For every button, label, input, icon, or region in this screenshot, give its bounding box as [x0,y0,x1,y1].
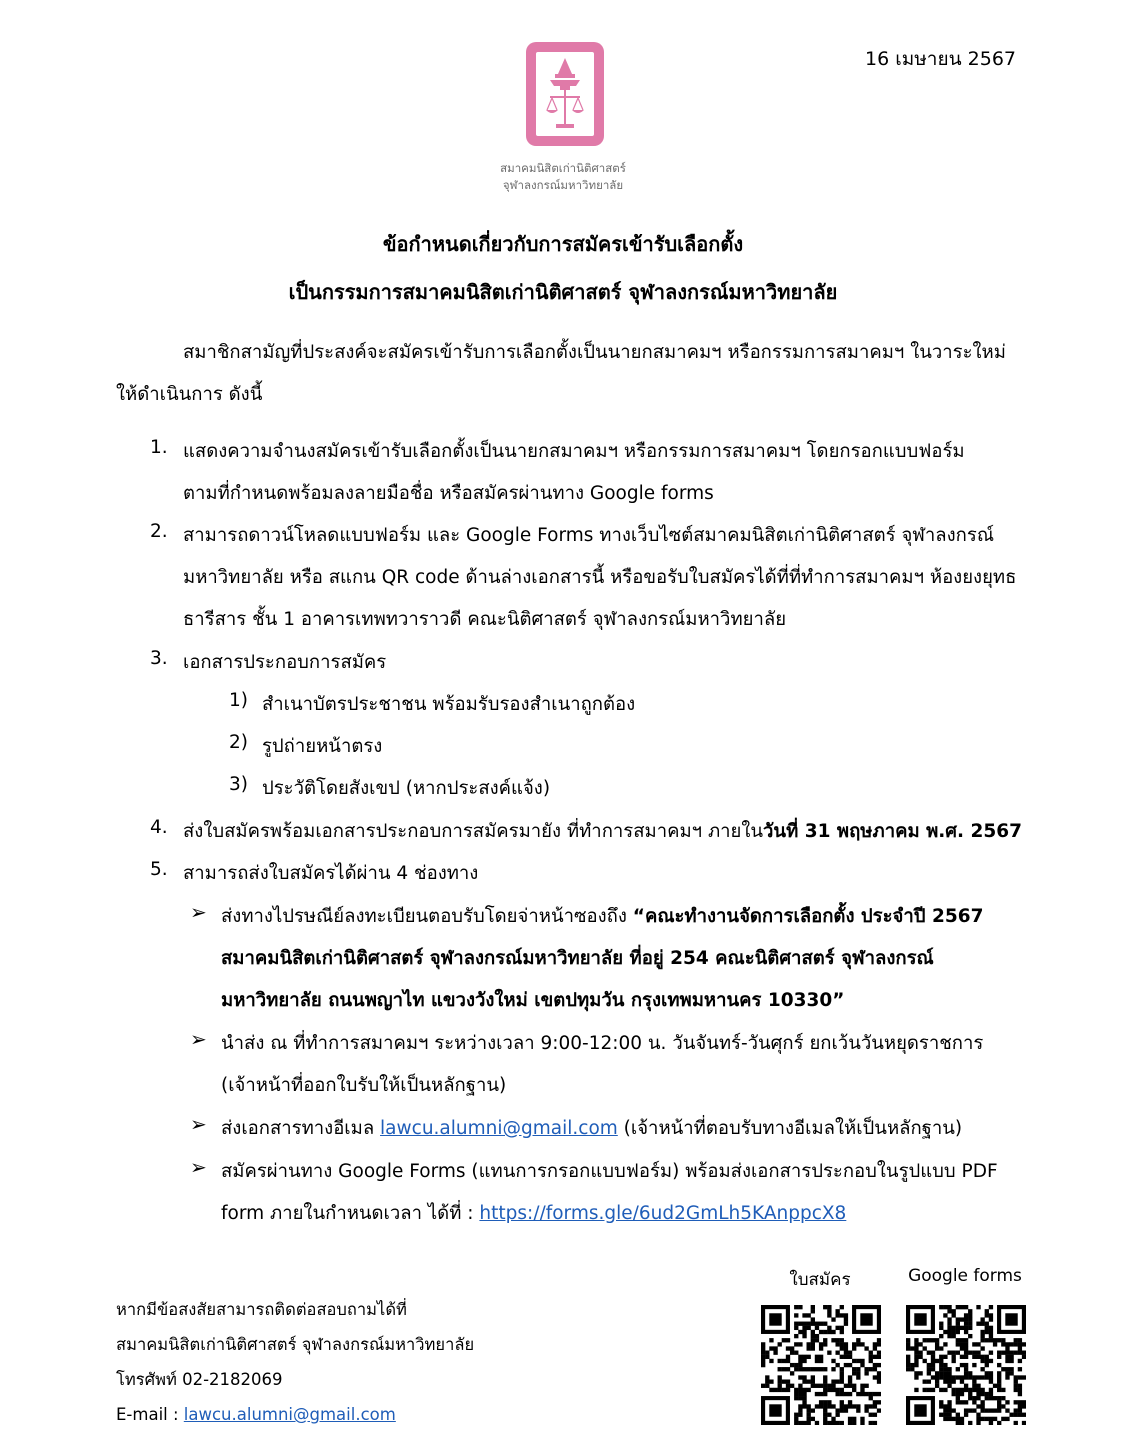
document-title-line1: ข้อกำหนดเกี่ยวกับการสมัครเข้ารับเลือกตั้ง [382,232,744,256]
qr-label-application-form: ใบสมัคร [789,1270,851,1290]
subitem-number-3: 3) [229,774,248,795]
channel1-line1 [221,902,983,931]
item-number-5: 5. [150,859,168,880]
channel4-line2 [221,1199,846,1228]
footer-email-link[interactable]: lawcu.alumni@gmail.com [183,1405,396,1424]
footer-email [116,1397,396,1432]
channel1-intro: ส่งทางไปรษณีย์ลงทะเบียนตอบรับโดยจ่าหน้าซองถึง [221,906,633,927]
channel2-line2: (เจ้าหน้าที่ออกใบรับให้เป็นหลักฐาน) [221,1075,507,1096]
footer-phone: โทรศัพท์ 02-2182069 [116,1370,283,1389]
item4-text [183,817,1022,846]
google-forms-link[interactable]: https://forms.gle/6ud2GmLh5KAnppcX8 [479,1203,847,1224]
item4-text-main: ส่งใบสมัครพร้อมเอกสารประกอบการสมัครมายัง ที่ทำการสมาคมฯ ภายใน [183,821,764,842]
item2-line3: ธารีสาร ชั้น 1 อาคารเทพทวาราวดี คณะนิติศาสตร์ จุฬาลงกรณ์มหาวิทยาลัย [183,609,787,630]
item3-text: เอกสารประกอบการสมัคร [183,652,387,673]
association-name-line1: สมาคมนิสิตเก่านิติศาสตร์ [500,161,626,175]
subitem-number-2: 2) [229,732,248,753]
item1-line1: แสดงความจำนงสมัครเข้ารับเลือกตั้งเป็นนายกสมาคมฯ หรือกรรมการสมาคมฯ โดยกรอกแบบฟอร์ม [183,441,965,462]
item2-line2: มหาวิทยาลัย หรือ สแกน QR code ด้านล่างเอกสารนี้ หรือขอรับใบสมัครได้ที่ที่ทำการสมาคมฯ ห้องยงยุทธ [183,567,1017,588]
arrow-bullet-icon: ➢ [190,900,207,924]
item-number-4: 4. [150,817,168,838]
item-number-1: 1. [150,437,168,458]
subitem-3: ประวัติโดยสังเขป (หากประสงค์แจ้ง) [262,778,551,799]
channel1-address-start: “คณะทำงานจัดการเลือกตั้ง ประจำปี 2567 [632,906,984,927]
qr-code-google-forms[interactable] [906,1305,1026,1425]
item5-text: สามารถส่งใบสมัครได้ผ่าน 4 ช่องทาง [183,863,479,884]
channel1-line3: มหาวิทยาลัย ถนนพญาไท แขวงวังใหม่ เขตปทุมวัน กรุงเทพมหานคร 10330” [221,990,845,1011]
subitem-2: รูปถ่ายหน้าตรง [262,736,383,757]
channel2-line1: นำส่ง ณ ที่ทำการสมาคมฯ ระหว่างเวลา 9:00-12:00 น. วันจันทร์-วันศุกร์ ยกเว้นวันหยุดราชการ [221,1033,984,1054]
association-logo [524,40,606,148]
document-title-line2: เป็นกรรมการสมาคมนิสิตเก่านิติศาสตร์ จุฬาลงกรณ์มหาวิทยาลัย [288,280,838,304]
email-link[interactable]: lawcu.alumni@gmail.com [380,1118,618,1139]
channel4-intro: form ภายในกำหนดเวลา ได้ที่ : [221,1203,480,1224]
item2-line1: สามารถดาวน์โหลดแบบฟอร์ม และ Google Forms ทางเว็บไซต์สมาคมนิสิตเก่านิติศาสตร์ จุฬาลงกรณ์ [183,525,994,546]
qr-code-application-form[interactable] [761,1305,881,1425]
arrow-bullet-icon: ➢ [190,1155,207,1179]
item1-line2: ตามที่กำหนดพร้อมลงลายมือชื่อ หรือสมัครผ่านทาง Google forms [183,483,714,504]
subitem-1: สำเนาบัตรประชาชน พร้อมรับรองสำเนาถูกต้อง [262,694,636,715]
channel3-intro: ส่งเอกสารทางอีเมล [221,1118,381,1139]
qr-label-google-forms: Google forms [908,1266,1022,1286]
arrow-bullet-icon: ➢ [190,1112,207,1136]
channel3-line [221,1114,962,1143]
channel3-note: (เจ้าหน้าที่ตอบรับทางอีเมลให้เป็นหลักฐาน) [617,1118,963,1139]
intro-line1: สมาชิกสามัญที่ประสงค์จะสมัครเข้ารับการเลือกตั้งเป็นนายกสมาคมฯ หรือกรรมการสมาคมฯ ในวาระใหม่ [183,342,1006,363]
intro-line2: ให้ดำเนินการ ดังนี้ [116,384,263,405]
footer-contact-intro: หากมีข้อสงสัยสามารถติดต่อสอบถามได้ที่ [116,1300,407,1319]
footer-email-label: E-mail : [116,1405,184,1424]
footer-association-name: สมาคมนิสิตเก่านิติศาสตร์ จุฬาลงกรณ์มหาวิทยาลัย [116,1335,475,1354]
channel4-line1: สมัครผ่านทาง Google Forms (แทนการกรอกแบบฟอร์ม) พร้อมส่งเอกสารประกอบในรูปแบบ PDF [221,1161,998,1182]
arrow-bullet-icon: ➢ [190,1027,207,1051]
association-name-line2: จุฬาลงกรณ์มหาวิทยาลัย [502,178,624,192]
item4-deadline: วันที่ 31 พฤษภาคม พ.ศ. 2567 [763,821,1023,842]
subitem-number-1: 1) [229,690,248,711]
item-number-3: 3. [150,648,168,669]
item-number-2: 2. [150,521,168,542]
channel1-line2: สมาคมนิสิตเก่านิติศาสตร์ จุฬาลงกรณ์มหาวิทยาลัย ที่อยู่ 254 คณะนิติศาสตร์ จุฬาลงกรณ์ [221,948,934,969]
document-date: 16 เมษายน 2567 [865,48,1016,70]
